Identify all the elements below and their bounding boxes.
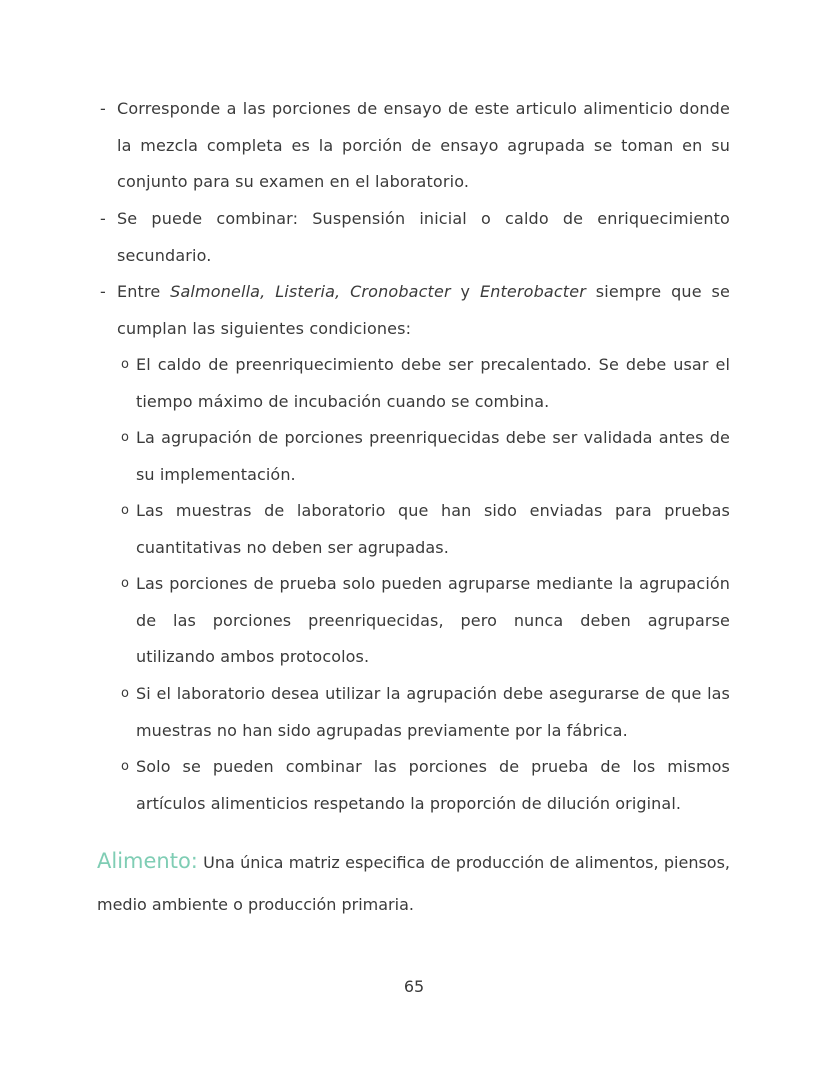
dash-marker: - <box>100 282 106 301</box>
condition-text: El caldo de preenriquecimiento debe ser precalentado. Se debe usar el tiempo máximo de incubación cuando se combina. <box>136 355 730 411</box>
bullet-text-suffix: siempre que se cumplan las siguientes condiciones: <box>117 282 730 338</box>
bullet-text-prefix: Entre <box>117 282 171 301</box>
bullet-text: Corresponde a las porciones de ensayo de este articulo alimenticio donde la mezcla completa es la porción de ensayo agrupada se toman en su conjunto para su examen en el laboratorio. <box>117 99 730 191</box>
bullet-text: Se puede combinar: Suspensión inicial o caldo de enriquecimiento secundario. <box>117 209 730 265</box>
condition-item <box>121 749 730 822</box>
dash-marker: - <box>100 99 106 118</box>
circle-marker: o <box>121 759 130 774</box>
organism-name: Enterobacter <box>479 282 586 301</box>
condition-item <box>121 566 730 676</box>
condition-item <box>121 493 730 566</box>
bullet-item <box>100 201 730 274</box>
bullet-text-mid: y <box>450 282 480 301</box>
definition-text: Una única matriz especifica de producción de alimentos, piensos, medio ambiente o producción primaria. <box>97 853 730 914</box>
condition-item <box>121 676 730 749</box>
condition-text: Solo se pueden combinar las porciones de prueba de los mismos artículos alimenticios respetando la proporción de dilución original. <box>136 757 730 813</box>
page-number: 65 <box>403 977 425 996</box>
condition-text: Si el laboratorio desea utilizar la agrupación debe asegurarse de que las muestras no han sido agrupadas previamente por la fábrica. <box>136 684 730 740</box>
dash-marker: - <box>100 209 106 228</box>
organism-names: Salmonella, Listeria, Cronobacter <box>170 282 451 301</box>
condition-text: Las porciones de prueba solo pueden agruparse mediante la agrupación de las porciones preenriquecidas, pero nunca deben agruparse utilizando ambos protocolos. <box>136 574 730 666</box>
circle-marker: o <box>121 357 130 372</box>
condition-item <box>121 347 730 420</box>
bullet-item <box>100 91 730 201</box>
definition-paragraph <box>97 840 730 926</box>
bullet-item <box>100 274 730 347</box>
definition-term: Alimento: <box>97 849 198 873</box>
circle-marker: o <box>121 430 130 445</box>
condition-text: Las muestras de laboratorio que han sido enviadas para pruebas cuantitativas no deben ser agrupadas. <box>136 501 730 557</box>
circle-marker: o <box>121 686 130 701</box>
condition-item <box>121 420 730 493</box>
circle-marker: o <box>121 503 130 518</box>
circle-marker: o <box>121 576 130 591</box>
bullet-text <box>117 274 730 347</box>
condition-text: La agrupación de porciones preenriquecidas debe ser validada antes de su implementación. <box>136 428 730 484</box>
